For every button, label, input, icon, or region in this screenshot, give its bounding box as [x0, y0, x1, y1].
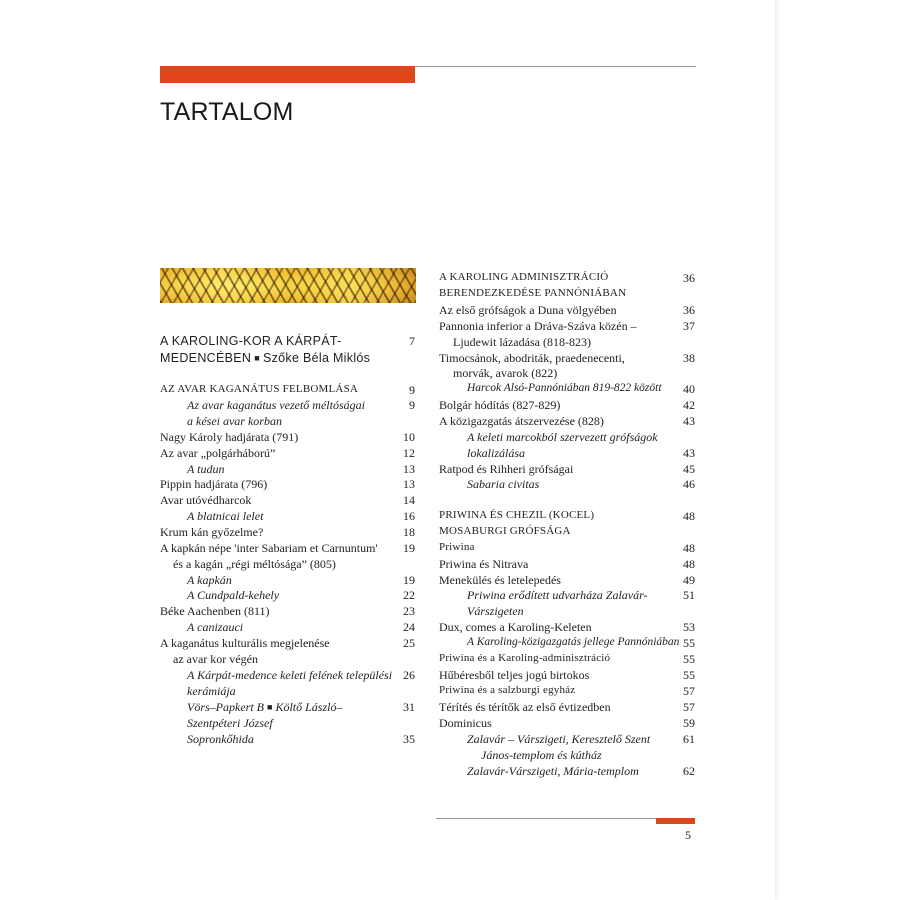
toc-page-number: 12	[403, 446, 415, 460]
toc-entry: BERENDEZKEDÉSE PANNÓNIÁBAN	[439, 287, 627, 299]
toc-entry: Várszigeten	[467, 604, 524, 618]
footer-rule	[436, 818, 656, 819]
toc-entry: Nagy Károly hadjárata (791)	[160, 430, 299, 444]
gold-ornament-image	[160, 268, 416, 303]
toc-entry: Priwina és Nitrava	[439, 557, 529, 571]
toc-entry: A blatnicai lelet	[187, 509, 264, 523]
toc-entry: kerámiája	[187, 684, 236, 698]
toc-page-number: 24	[403, 620, 415, 634]
toc-page-number: 13	[403, 477, 415, 491]
toc-entry: A kaganátus kulturális megjelenése	[160, 636, 330, 650]
toc-entry: Harcok Alsó-Pannóniában 819-822 között	[467, 382, 662, 394]
header-rule	[415, 66, 696, 67]
toc-page-number: 22	[403, 588, 415, 602]
toc-entry: Priwina és a salzburgi egyház	[439, 684, 576, 696]
toc-page-number: 26	[403, 668, 415, 682]
toc-entry: lokalizálása	[467, 446, 526, 460]
toc-entry: A közigazgatás átszervezése (828)	[439, 414, 604, 428]
toc-page-number: 43	[683, 414, 695, 428]
toc-page-number: 42	[683, 398, 695, 412]
toc-page-number: 59	[683, 716, 695, 730]
toc-author: Költő László–	[275, 700, 343, 714]
toc-page-number: 55	[683, 668, 695, 682]
toc-page-number: 19	[403, 573, 415, 587]
toc-page-number: 36	[683, 271, 695, 285]
header-accent-bar	[160, 66, 415, 83]
toc-page-number: 14	[403, 493, 415, 507]
toc-entry: A Kárpát-medence keleti felének települési	[187, 668, 393, 682]
toc-page-number: 38	[683, 351, 695, 365]
toc-entry: Az avar „polgárháború”	[160, 446, 276, 460]
toc-entry: Az avar kaganátus vezető méltóságai	[187, 398, 365, 412]
toc-page-number: 51	[683, 588, 695, 602]
toc-entry: Térítés és térítők az első évtizedben	[439, 700, 611, 714]
toc-page-number: 46	[683, 477, 695, 491]
toc-page-number: 18	[403, 525, 415, 539]
footer-accent-bar	[656, 818, 695, 824]
toc-entry: Zalavár-Várszigeti, Mária-templom	[467, 764, 639, 778]
toc-entry: Pippin hadjárata (796)	[160, 477, 268, 491]
toc-entry: AZ AVAR KAGANÁTUS FELBOMLÁSA	[160, 383, 359, 395]
toc-entry: MOSABURGI GRÓFSÁGA	[439, 525, 571, 537]
toc-page-number: 55	[683, 636, 695, 650]
toc-page-number: 9	[409, 383, 415, 397]
toc-entry: Avar utóvédharcok	[160, 493, 252, 507]
toc-entry: A keleti marcokból szervezett grófságok	[467, 430, 658, 444]
toc-entry: Az első grófságok a Duna völgyében	[439, 303, 617, 317]
toc-entry: Zalavár – Várszigeti, Keresztelő Szent	[467, 732, 651, 746]
toc-entry: A KAROLING-KOR A KÁRPÁT-	[160, 334, 342, 348]
bullet-icon: ■	[267, 702, 273, 712]
bullet-icon: ■	[254, 353, 260, 363]
toc-page-number: 62	[683, 764, 695, 778]
toc-page-number: 48	[683, 541, 695, 555]
toc-entry: A KAROLING ADMINISZTRÁCIÓ	[439, 271, 609, 283]
page-title: TARTALOM	[160, 98, 294, 126]
toc-page-number: 25	[403, 636, 415, 650]
toc-entry: A Karoling-közigazgatás jellege Pannóniában	[467, 636, 680, 648]
toc-entry: A Cundpald-kehely	[187, 588, 280, 602]
toc-page-number: 9	[409, 398, 415, 412]
toc-entry: Dux, comes a Karoling-Keleten	[439, 620, 592, 634]
toc-page-number: 37	[683, 319, 695, 333]
toc-entry: A kapkán népe 'inter Sabariam et Carnuntum'	[160, 541, 378, 555]
toc-entry: Dominicus	[439, 716, 492, 730]
toc-entry: Sabaria civitas	[467, 477, 540, 491]
toc-entry: PRIWINA ÉS CHEZIL (KOCEL)	[439, 509, 595, 521]
toc-page-number: 61	[683, 732, 695, 746]
toc-page-number: 48	[683, 557, 695, 571]
toc-entry: Hűbéresből teljes jogú birtokos	[439, 668, 590, 682]
toc-page-number: 43	[683, 446, 695, 460]
toc-page-number: 53	[683, 620, 695, 634]
toc-entry: Priwina és a Karoling-adminisztráció	[439, 652, 611, 664]
toc-page-number: 48	[683, 509, 695, 523]
toc-entry: A canizauci	[187, 620, 244, 634]
toc-page-number: 45	[683, 462, 695, 476]
toc-author: Szőke Béla Miklós	[262, 351, 371, 365]
toc-page-number: 57	[683, 684, 695, 698]
toc-entry: a kései avar korban	[187, 414, 282, 428]
toc-entry: Krum kán győzelme?	[160, 525, 264, 539]
toc-entry: Priwina erődített udvarháza Zalavár-	[467, 588, 648, 602]
toc-page-number: 16	[403, 509, 415, 523]
page-number: 5	[685, 828, 691, 842]
toc-page-number: 10	[403, 430, 415, 444]
toc-page-number: 23	[403, 604, 415, 618]
toc-page-number: 55	[683, 652, 695, 666]
toc-entry: Pannonia inferior a Dráva-Száva közén –	[439, 319, 637, 333]
toc-entry	[187, 700, 342, 715]
toc-entry-text: MEDENCÉBEN	[160, 351, 252, 365]
toc-entry	[160, 351, 370, 365]
toc-entry: János-templom és kútház	[481, 748, 602, 762]
toc-page-number: 13	[403, 462, 415, 476]
toc-page-number: 31	[403, 700, 415, 714]
toc-entry: Menekülés és letelepedés	[439, 573, 561, 587]
toc-entry: Ratpod és Rihheri grófságai	[439, 462, 574, 476]
toc-entry: Ljudewit lázadása (818-823)	[453, 335, 591, 349]
toc-entry: Szentpéteri József	[187, 716, 273, 730]
toc-page-number: 36	[683, 303, 695, 317]
toc-entry: Sopronkőhida	[187, 732, 254, 746]
toc-entry: A kapkán	[187, 573, 232, 587]
toc-page-number: 35	[403, 732, 415, 746]
toc-entry: Priwina	[439, 541, 475, 553]
toc-entry: morvák, avarok (822)	[453, 366, 558, 380]
toc-entry: az avar kor végén	[173, 652, 258, 666]
toc-entry: Timocsánok, abodriták, praedenecenti,	[439, 351, 625, 365]
toc-page-number: 7	[409, 334, 415, 348]
toc-page-number: 19	[403, 541, 415, 555]
toc-entry: Béke Aachenben (811)	[160, 604, 270, 618]
toc-page-number: 57	[683, 700, 695, 714]
toc-entry: Bolgár hódítás (827-829)	[439, 398, 561, 412]
toc-entry-text: Vörs–Papkert B	[187, 700, 264, 714]
toc-page-number: 40	[683, 382, 695, 396]
toc-page-number: 49	[683, 573, 695, 587]
toc-entry: A tudun	[187, 462, 225, 476]
toc-entry: és a kagán „régi méltósága” (805)	[173, 557, 336, 571]
